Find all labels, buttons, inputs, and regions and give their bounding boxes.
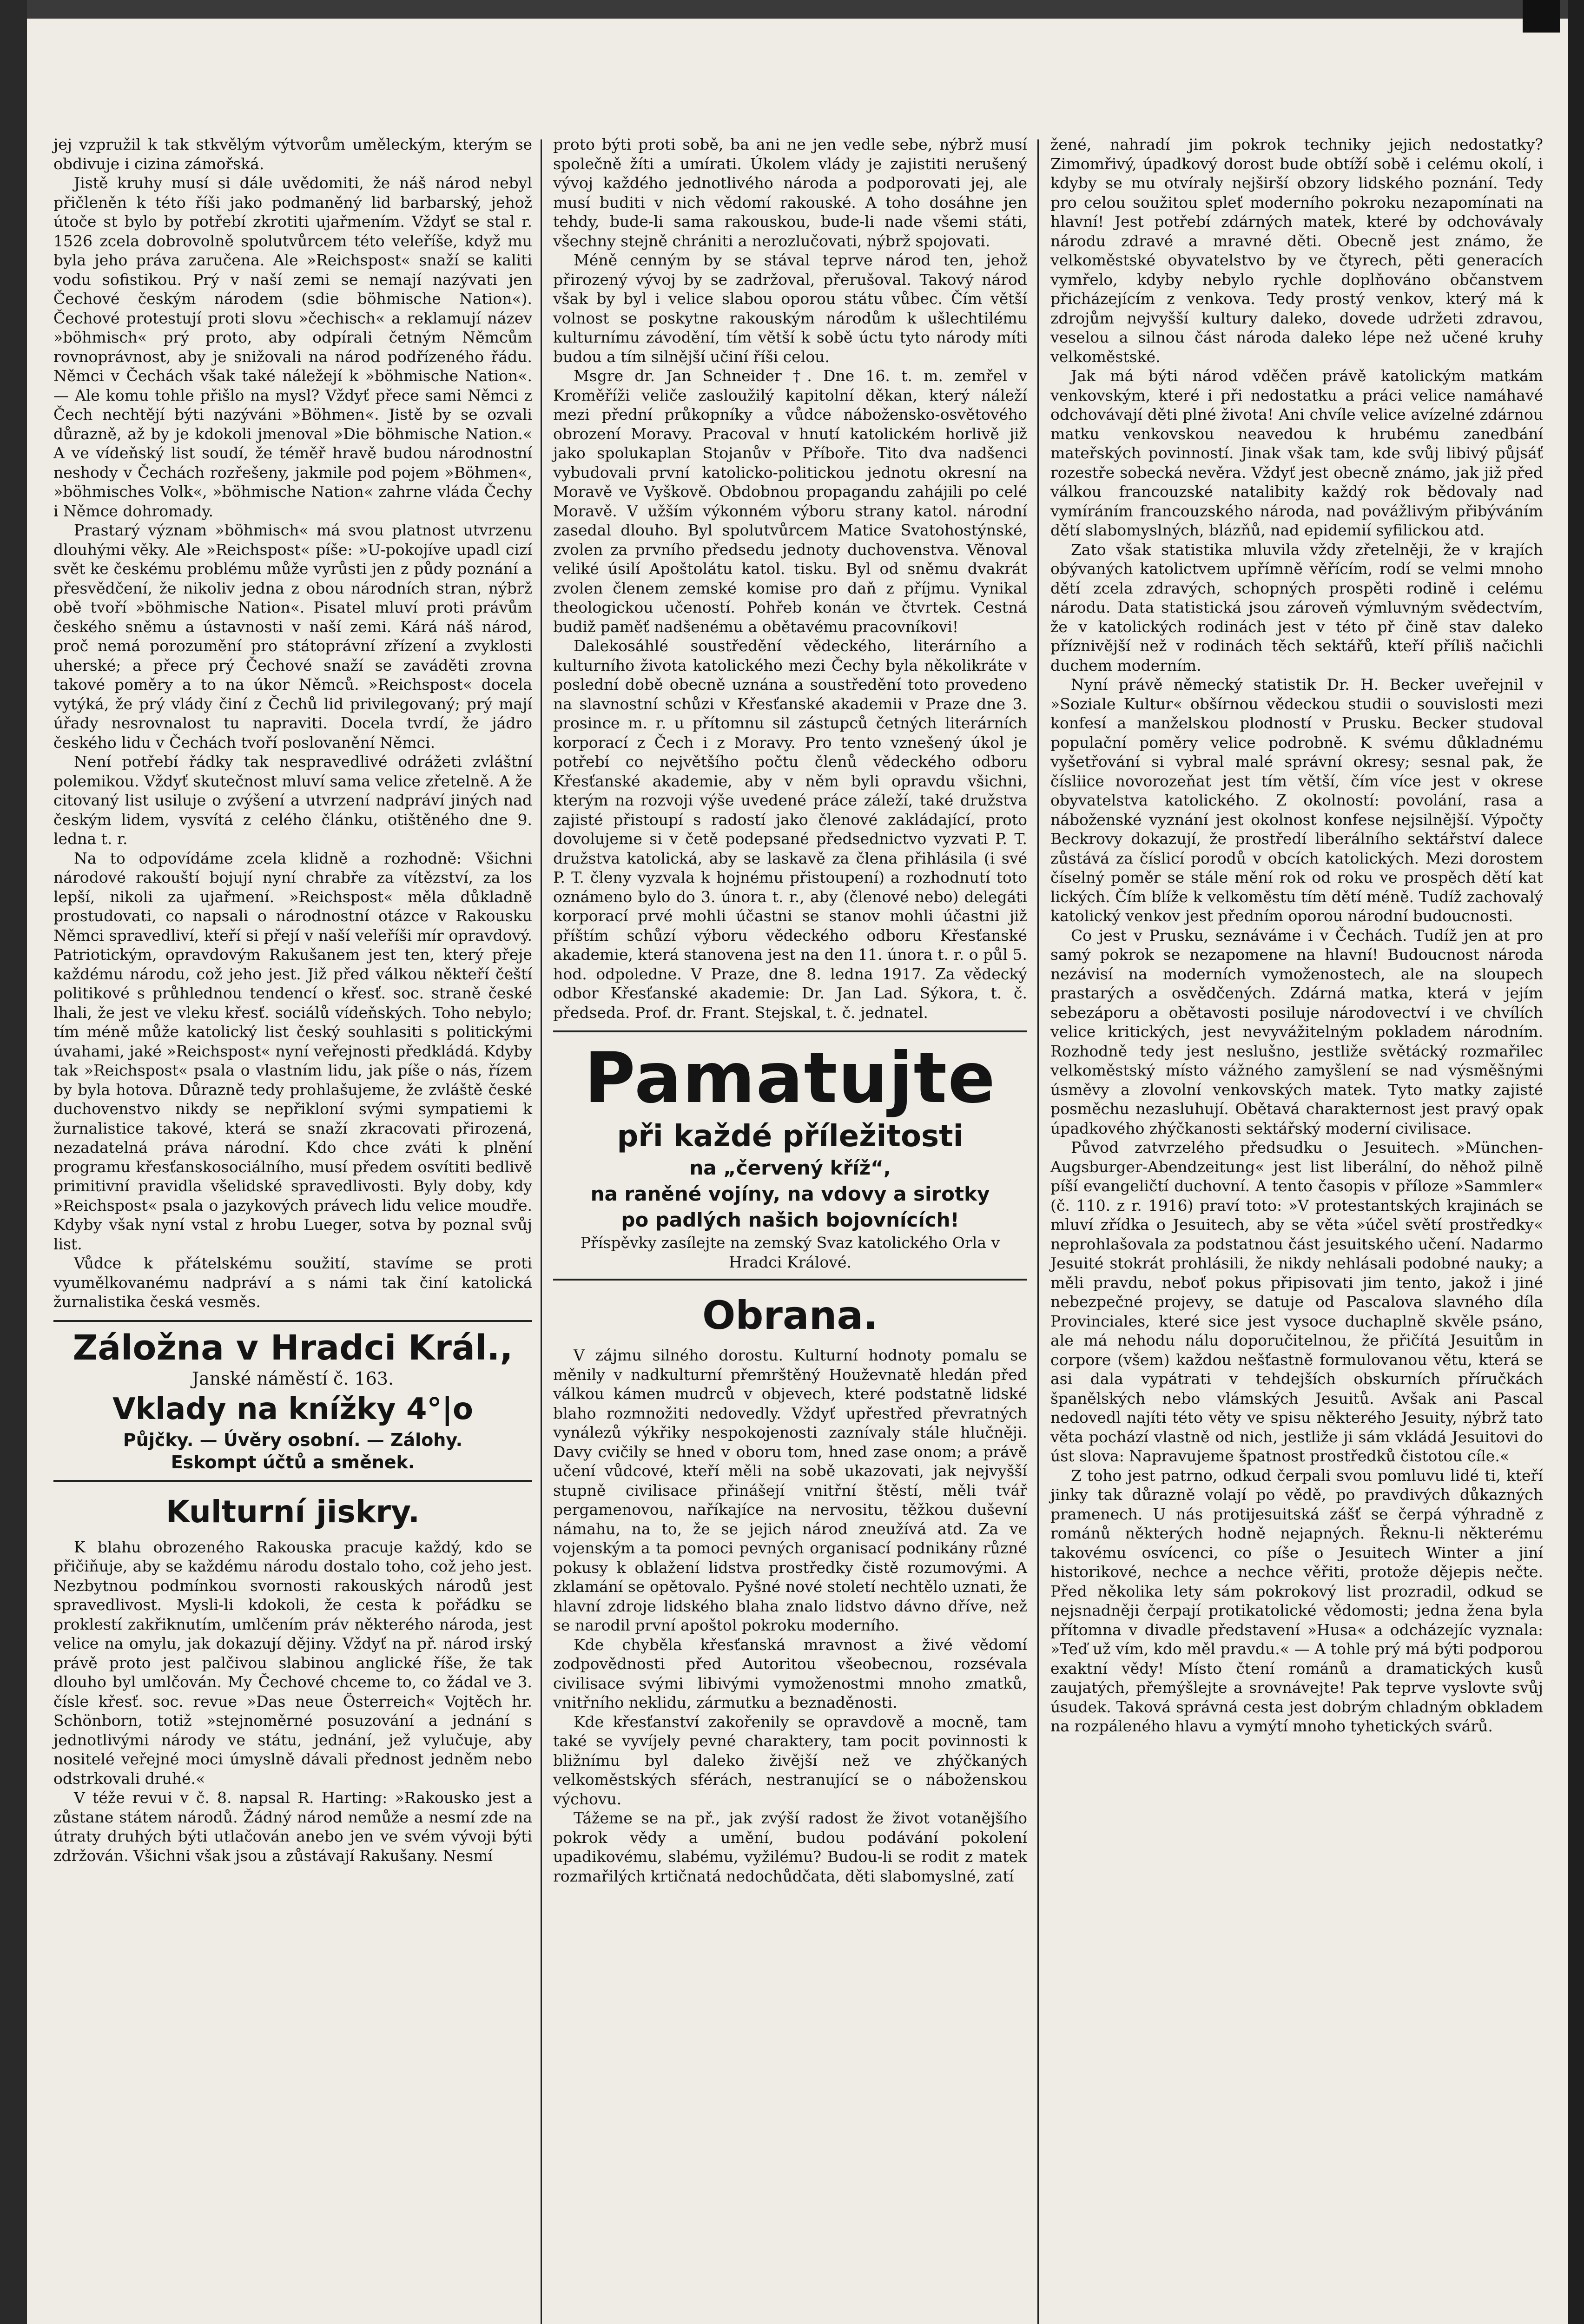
- ad-loans: Půjčky. — Úvěry osobní. — Zálohy.: [123, 1429, 463, 1450]
- scan-edge-left: [0, 0, 27, 2324]
- paragraph: Tážeme se na př., jak zvýší radost že život votanějšího pokrok vědy a umění, budou podávání pokolení upadikovému, slabému, vyžilému? Budou-li se rodit z matek rozmařilých krtičnatá nedochůdčata, děti slabomyslné, zatí: [553, 1809, 1027, 1885]
- paragraph: V téže revui v č. 8. napsal R. Harting: »Rakousko jest a zůstane státem národů. Žádný národ nemůže a nesmí zde na útraty druhých býti utlačován anebo jen ve svém vývoji býti zdržován. Všichni však jsou a zůstávají Rakušany. Nesmí: [53, 1789, 532, 1865]
- ad-deposits: Vklady na knížky 4°|o: [112, 1392, 473, 1426]
- paragraph: K blahu obrozeného Rakouska pracuje každý, kdo se přičiňuje, aby se každému národu dostalo toho, což jeho jest. Nezbytnou podmínkou svornosti rakouských národů jest spravedlivost. Mysli-li kdokoli, že cesta k pořádku se proklestí zakřiknutím, umlčením práv některého národa, jest velice na omylu, jak dokazují dějiny. Vždyť na př. národ irský právě proto jest palčivou slabinou anglické říše, že tak dlouho byl umlčován. My Čechové chceme to, co žádal ve 3. čísle křesť. soc. revue »Das neue Österreich« Vojtěch hr. Schönborn, totiž »stejnoměrné posuzování a jednání s jednotlivými národy ve státu, jednání, jež vylučuje, aby nositelé veřejné moci úmyslně dávali přednost jedněm nebo odstrkovali druhé.«: [53, 1538, 532, 1788]
- appeal-subtitle: při každé příležitosti: [617, 1119, 964, 1154]
- paragraph: proto býti proti sobě, ba ani ne jen vedle sebe, nýbrž musí společně žíti a umírati. Úkolem vlády je zajistiti nerušený vývoj každého jednotlivého národa a podporovati jej, ale musí buditi v nich vědomí rakouské. A toho dosáhne jen tehdy, bude-li sama rakouskou, bude-li nade všemi státi, všechny stejně chrániti a nerozlučovati, nýbrž spojovati.: [553, 135, 1027, 250]
- paragraph: žené, nahradí jim pokrok techniky jejich nedostatky? Zimomřivý, úpadkový dorost bude obtíží sobě i celému okolí, i kdyby se mu otvíraly nejširší obzory lidského poznání. Tedy pro celou soužitou spleť moderního pokroku nezapomínati na hlavní! Jest potřebí zdárných matek, které by odchovávaly národu zdravé a mravné děti. Obecně jest známo, že velkoměstské obyvatelstvo by ve čtyrech, pěti generacích vymřelo, kdyby nebylo rychle doplňováno občanstvem přicházejícím z venkova. Tedy prostý venkov, který má k zdrojům nejvyšší kultury daleko, dovede udržeti zdravou, veselou a silnou část národa daleko lépe než učené kruhy velkoměstské.: [1050, 135, 1543, 366]
- paragraph: Co jest v Prusku, seznáváme i v Čechách. Tudíž jen at pro samý pokrok se nezapomene na hlavní! Budoucnost národa nezávisí na moderních vymoženostech, ale na sloupech prastarých a osvědčených. Zdárná matka, která v jejím sebezáporu a obětavosti posiluje národovectví i ve chvílích velice kritických, jest nevyvážitelným pokladem národním. Rozhodně tedy jest neslušno, jestliže světácký rozmařilec velkoměstský místo vážného zamyšlení se nad výsměšnými úsměvy a zlovolní venkovských matek. Tyto matky zajisté posměchu nezasluhují. Obětavá charakternost jest pravý opak úpadkového zhýčkanosti sektářský moderní civilisace.: [1050, 926, 1543, 1137]
- paragraph: Kde chyběla křesťanská mravnost a živé vědomí zodpovědnosti před Autoritou všeobecnou, rozsévala civilisace svými libivými vymoženostmi mnoho zmatků, vnitřního neklidu, zármutku a beznaděnosti.: [553, 1635, 1027, 1711]
- paragraph: Nyní právě německý statistik Dr. H. Becker uveřejnil v »Soziale Kultur« obšírnou vědeckou studii o souvislosti mezi konfesí a manželskou plodností v Prusku. Becker studoval populační poměry velice podrobně. K svému důkladnému vyšetřování si vybral malé správní okresy; sesnal pak, že čísliice novorozeňat jest tím větší, čím více jest v okrese obyvatelstva katolického. Z okolností: povolání, rasa a náboženské vyznání jest okolnost konfese nejsilnější. Výpočty Beckrovy dokazují, že prostředí liberálního sektářství dalece zůstává za číslicí porodů v obcích katolických. Mezi dorostem číselný poměr se stále mění rok od roku ve prospěch dětí kat lických. Čím blíže k velkoměstu tím dětí méně. Tudíž zachovalý katolický venkov jest předním oporou národní budoucnosti.: [1050, 675, 1543, 925]
- appeal-line: na „červený kříž“,: [689, 1156, 891, 1179]
- paragraph: Jistě kruhy musí si dále uvědomiti, že náš národ nebyl přičleněn k této říši jako podmaněný lid barbarský, jehož útoče st bylo by potřebí zkrotiti ujařmením. Vždyť se stal r. 1526 zcela dobrovolně spolutvůrcem této veleříše, když mu byla jeho práva zaručena. Ale »Reichspost« snaží se kaliti vodu sofistikou. Prý v naší zemi se nemají nazývati jen Čechové českým národem (sdie böhmische Nation«). Čechové protestují proti slovu »čechisch« a reklamují název »böhmisch« prý proto, aby odpírali četným Němcům rovnoprávnost, aby je snižovali na národ podřízeného řádu. Němci v Čechách však také náležejí k »böhmische Nation«. — Ale komu tohle přišlo na mysl? Vždyť přece sami Němci z Čech nechtějí býti nazýváni »Böhmen«. Jistě by se ozvali důrazně, až by je kdokoli jmenoval »Die böhmische Nation.« A ve vídeňský list soudí, že téměř hravě budou národnostní neshody v Čechách rozřešeny, jakmile pod pojem »Böhmen«, »böhmisches Volk«, »böhmische Nation« zahrne vláda Čechy i Němce dohromady.: [53, 174, 532, 520]
- column-rule-1: [541, 139, 542, 2324]
- column-3: [1050, 135, 1543, 1736]
- paragraph: Zato však statistika mluvila vždy zřetelněji, že v krajích obývaných katolictvem upřímně věřícím, rodí se velmi mnoho dětí zcela zdravých, schopných prospěti rodině i celému národu. Data statistická jsou zároveň výmluvným svědectvím, že v katolických rodinách jest v této př čině stav daleko příznivější než v rodinách těch sektářů, kteří příliš načichli duchem moderním.: [1050, 540, 1543, 674]
- paragraph: Původ zatvrzelého předsudku o Jesuitech. »München-Augsburger-Abendzeitung« jest list liberální, do něhož pilně píší evangeličtí duchovní. A tento časopis v příloze »Sammler« (č. 110. z r. 1916) praví toto: »V protestantských krajinách se mluví zřídka o Jesuitech, aby se věta »účel světí prostředky« neprohlašovala za podstatnou část jesuitského učení. Nadarmo Jesuité stokrát prohlásili, že nikdy nehlásali podobné nauky; a měli pravdu, neboť pokus připisovati jim tento, jakož i jiné nebezpečné projevy, se datuje od Pascalova slavného díla Provinciales, které sice jest vysoce duchaplně skvěle psáno, ale má nehodu nálu doporučitelnou, že přičítá Jesuitům in corpore (všem) každou nešťastně formulovanou větu, která se asi dala vypátrati v tehdejších obskurních příručkách španělských nebo vlámských Jesuitů. Avšak ani Pascal nedovedl najíti této věty ve spisu některého Jesuity, nýbrž tato věta pochází vlastně od nich, jestliže ji sám vkládá Jesuitovi do úst slova: Napravujeme špatnost prostředků čistotou cíle.«: [1050, 1138, 1543, 1465]
- appeal-line: po padlých našich bojovnících!: [621, 1208, 959, 1231]
- paragraph: Na to odpovídáme zcela klidně a rozhodně: Všichni národové rakouští bojují nyní chrabře za vítězství, za los lepší, nikoli za ujařmení. »Reichspost« měla důkladně prostudovati, co napsali o národnostní otázce v Rakousku Němci spravedliví, kteří si přejí v naší veleříši mír opravdový. Patriotickým, opravdovým Rakušanem jest ten, který přeje každému národu, což jeho jest. Již před válkou někteří čeští politikové s průhlednou tendencí o křesť. soc. straně české lhali, že jest ve vleku křesť. sociálů vídeňských. Toho nebylo; tím méně může katolický list český souhlasiti s politickými úvahami, jaké »Reichspost« nyní veřejnosti předkládá. Kdyby tak »Reichspost« psala o vlastním lidu, jak píše o nás, řízem by byla hotova. Důrazně tedy prohlašujeme, že zvláště české duchovenstvo nikdy se nepřikloní svými sympatiemi k žurnalistice takové, která se snaží zkracovati přirozená, nezadatelná práva národní. Kdo chce zváti k plnění programu křesťanskosociálního, musí předem osvítiti bedlivě primitivní pravidla všelidské spravedlivosti. Byly doby, kdy »Reichspost« psala o jazykových právech lidu velice moudře. Kdyby však nyní vstal z hrobu Lueger, sotva by poznal svůj list.: [53, 849, 532, 1253]
- bank-advertisement: [53, 1320, 532, 1482]
- ad-title: Záložna v Hradci Král.,: [73, 1327, 513, 1368]
- column-rule-2: [1037, 139, 1039, 2324]
- paragraph: Kde křesťanství zakořenily se opravdově a mocně, tam také se vyvíjely pevné charaktery, tam pocit povinnosti k bližnímu byl daleko živější než ve zhýčkaných velkoměstských sférách, nestranující se o náboženskou výchovu.: [553, 1712, 1027, 1808]
- appeal-title: Pamatujte: [584, 1038, 996, 1119]
- ad-escompt: Eskompt účtů a směnek.: [171, 1452, 415, 1472]
- section-title: Kulturní jiskry.: [165, 1493, 420, 1530]
- paragraph: Z toho jest patrno, odkud čerpali svou pomluvu lidé ti, kteří jinky tak důrazně volají po vědě, po pravdivých důkazných pramenech. U nás protijesuitská zášť se čerpá výhradně z románů některých hodně nejapných. Řeknu-li některému takovému osvícenci, co píše o Jesuitech Winter a jiní historikové, nechce a nechce věřiti, protože dějepis nečte. Před několika lety sám pokrokový list prozradil, odkud se nejsnadněji čerpají protikatolické vědomosti; jedna žena byla přítomna v divadle představení »Husa« a odcházejíc vyznala: »Teď už vím, kdo měl pravdu.« — A tohle prý má býti podporou exaktní vědy! Místo čtení románů a dramatických kusů zaujatých, přemýšlejte a srovnávejte! Pak teprve vyslovte svůj úsudek. Taková správná cesta jest dobrým chladným obkladem na rozpáleného hlavu a vymýtí mnoho tyhetických svárů.: [1050, 1466, 1543, 1735]
- paragraph: Vůdce k přátelskému soužití, stavíme se proti vyumělkovanému nadpráví a s námi tak činí katolická žurnalistika česká vesměs.: [53, 1254, 532, 1311]
- column-2: [553, 135, 1027, 1886]
- paragraph: V zájmu silného dorostu. Kulturní hodnoty pomalu se měnily v nadkulturní přemrštěný Houževnatě hledán před válkou kámen mudrců v objevech, které podstatně lidské blaho rozmnožiti nedovedly. Vždyť upřestřed převratných vynálezů výkřiky nespokojenosti zaznívaly stále hlučněji. Davy cvičily se hned v oboru tom, hned zase onom; a právě učení vůdcové, kteří měli na sobě ukazovati, jak nejvyšší stupně civilisace přinášejí vnitřní štěstí, měli tvář pergamenovou, naříkajíce na nervositu, těžkou duševní námahu, na to, že se jejich národ zneužívá atd. Za ve vojenským a ta pomoci pevných organisací podnikány různé pokusy k oblažení lidstva prostředky čistě rozumovými. A zklamání se opětovalo. Pyšné nové století nechtělo uznati, že hlavní zdroje lidského blaha znalo lidstvo dávno dříve, než se narodil první apoštol pokroku moderního.: [553, 1346, 1027, 1634]
- paragraph: Prastarý význam »böhmisch« má svou platnost utvrzenu dlouhými věky. Ale »Reichspost« píše: »U-pokojíve upadl cizí svět ke českému problému může vyrůsti jen z půdy poznání a přesvědčení, že nikoliv jedna z obou národních stran, nýbrž obě tvoří »böhmische Nation«. Pisatel mluví proti právům českého sněmu a ústavnosti v naší zemi. Kárá náš národ, proč nemá porozumění pro státoprávní zřízení a zvyklosti uherské; a přece prý Čechové snaží se zaváděti zrovna takové poměry a to na úkor Němců. »Reichspost« docela vytýká, že prý vlády činí z Čechů lid privilegovaný; prý mají úřady nesrovnalost tu napraviti. Docela tvrdí, že jádro českého lidu v Čechách tvoří poslovanění Němci.: [53, 521, 532, 752]
- section-title: Obrana.: [702, 1293, 878, 1338]
- paragraph: Dalekosáhlé soustředění vědeckého, literárního a kulturního života katolického mezi Čechy byla několikráte v poslední době obecně uznána a soustředění toto provedeno na slavnostní schůzi v Křesťanské akademii v Praze dne 3. prosince m. r. u přítomnu sil zástupců četných literárních korporací z Čech i z Moravy. Pro tento vznešený úkol je potřebí co největšího počtu členů vědeckého odboru Křesťanské akademie, aby v něm byli opravdu všichni, kterým na rozvoji výše uvedené práce záleží, také družstva zajisté přistoupí s radostí jako členové zakládající, proto dovolujeme si v četě podepsané předsednictvo vyzvati P. T. družstva katolická, aby se laskavě za člena přihlásila (i své P. T. členy vyzvala k hojnému přistoupení) a rozhodnutí toto oznámeno bylo do 3. února t. r., aby (členové nebo) delegáti korporací prvé mohli účastni se stanov mohli účastni již příštím schůzí výboru vědeckého odboru Křesťanské akademie, která stanovena jest na den 11. února t. r. o půl 5. hod. odpoledne. V Praze, dne 8. ledna 1917. Za vědecký odbor Křesťanské akademie: Dr. Jan Lad. Sýkora, t. č. předseda. Prof. dr. Frant. Stejskal, t. č. jednatel.: [553, 637, 1027, 1022]
- ad-address: Janské náměstí č. 163.: [191, 1368, 394, 1389]
- red-cross-appeal: [553, 1030, 1027, 1281]
- paragraph: Msgre dr. Jan Schneider †. Dne 16. t. m. zemřel v Kroměříži veliče zasloužilý kapitolní děkan, který náleží mezi přední průkopníky a vůdce nábožensko-osvětového obrození Moravy. Pracoval v hnutí katolickém horlivě již jako spolukaplan Stojanův v Příboře. Tito dva nadšenci vybudovali první katolicko-politickou jednotu okresní na Moravě ve Vyškově. Obdobnou propagandu zahájili po celé Moravě. V užším výkonném výboru strany katol. národní zasedal dlouho. Byl spolutvůrcem Matice Svatohostýnské, zvolen za prvního předsedu jednoty duchovenstva. Věnoval veliké úsilí Apoštolátu katol. tisku. Byl od sněmu dvakrát zvolen členem zemské komise pro daň z příjmu. Vynikal theologickou učeností. Pohřeb konán ve čtvrtek. Cestná budiž paměť nadšenému a obětavému pracovníkovi!: [553, 367, 1027, 636]
- column-1: [53, 135, 532, 1865]
- paragraph: jej vzpružil k tak stkvělým výtvorům uměleckým, kterým se obdivuje i cizina zámořská.: [53, 135, 532, 173]
- appeal-note: Příspěvky zasílejte na zemský Svaz katolického Orla v Hradci Králové.: [580, 1234, 1000, 1271]
- paragraph: Jak má býti národ vděčen právě katolickým matkám venkovským, které i při nedostatku a práci velice namáhavé odchovávají děti plné života! Ani chvíle velice avízelné zdárnou matku venkovskou neavedou k hrubému zanedbání mateřských povinností. Jinak však tam, kde svůj libivý půjsáť rozestře sobecká nevěra. Vždyť jest obecně známo, jak již před válkou francouzské natalibity každý rok bědovaly nad vymíráním francouzského národa, nad povážlivým přibýváním dětí slabomyslných, blázňů, nad epidemií syfilickou atd.: [1050, 367, 1543, 539]
- paragraph: Není potřebí řádky tak nespravedlivé odrážeti zvláštní polemikou. Vždyť skutečnost mluví sama velice zřetelně. A že citovaný list usiluje o zvýšení a utvrzení nadpráví jiných nad českým lidem, vysvítá z celého článku, otištěného dne 9. ledna t. r.: [53, 753, 532, 848]
- appeal-line: na raněné vojíny, na vdovy a sirotky: [590, 1182, 990, 1205]
- scan-edge-top: [0, 0, 1584, 19]
- paragraph: Méně cenným by se stával teprve národ ten, jehož přirozený vývoj by se zadržoval, přerušoval. Takový národ však by byl i velice slabou oporou státu vůbec. Čím větší volnost se poskytne rakouským národům k ušlechtilému kulturnímu závodění, tím větší k sobě úctu tyto národy míti budou a tím silnější učiní říši celou.: [553, 251, 1027, 366]
- scan-edge-right: [1568, 0, 1584, 2324]
- scan-corner-mark: [1523, 0, 1560, 33]
